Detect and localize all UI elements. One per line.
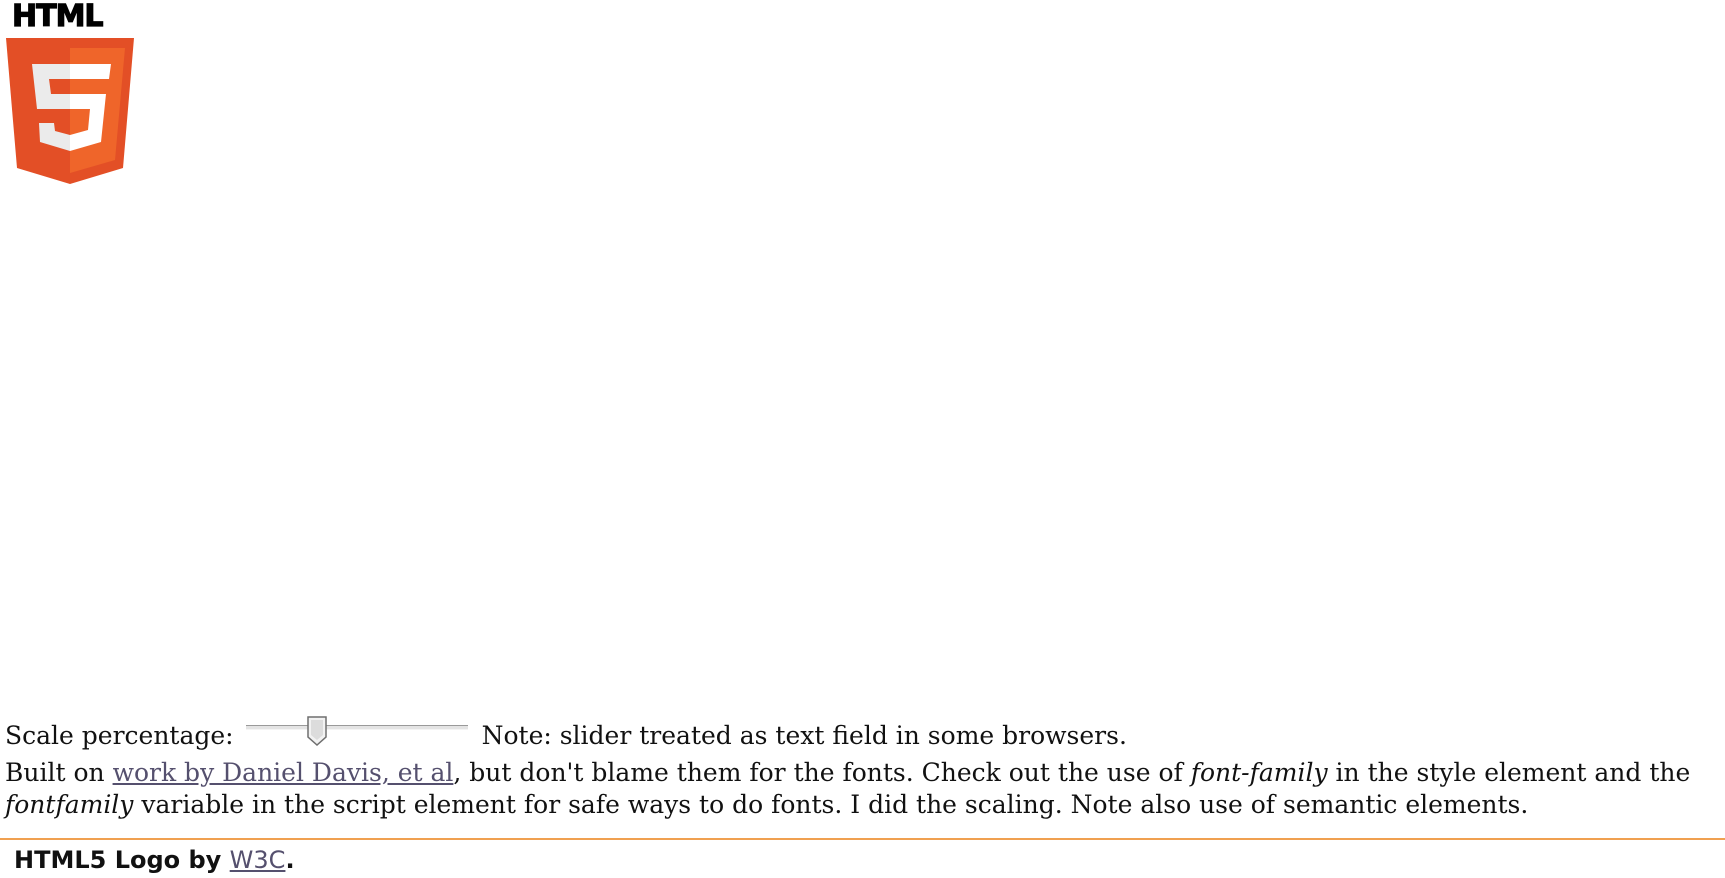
font-family-term: font-family xyxy=(1190,758,1328,787)
html5-shield-icon xyxy=(4,2,138,186)
footer-divider xyxy=(0,838,1725,840)
footer-text: HTML5 Logo by xyxy=(14,846,230,874)
logo-text: HTML xyxy=(12,2,103,34)
daniel-davis-link[interactable]: work by Daniel Davis, et al xyxy=(112,758,454,787)
scale-slider[interactable] xyxy=(246,715,468,755)
credits-text-after-term: in the style element and the xyxy=(1327,758,1691,787)
html5-logo xyxy=(4,2,138,186)
footer xyxy=(14,844,295,876)
w3c-link[interactable]: W3C xyxy=(229,846,286,874)
scale-label: Scale percentage: xyxy=(5,720,234,750)
scale-controls xyxy=(5,712,1127,758)
footer-period: . xyxy=(285,846,295,874)
slider-track[interactable] xyxy=(246,725,468,730)
slider-thumb[interactable] xyxy=(306,715,328,747)
credits-text-start: Built on xyxy=(5,758,113,787)
credits-text-end: variable in the script element for safe ways to do fonts. I did the scaling. Note also use of semantic elements. xyxy=(133,790,1529,819)
credits-text-middle: , but don't blame them for the fonts. Check out the use of xyxy=(453,758,1191,787)
slider-note: Note: slider treated as text field in some browsers. xyxy=(481,720,1127,750)
credits-paragraph xyxy=(5,757,1705,821)
fontfamily-term: fontfamily xyxy=(5,790,134,819)
